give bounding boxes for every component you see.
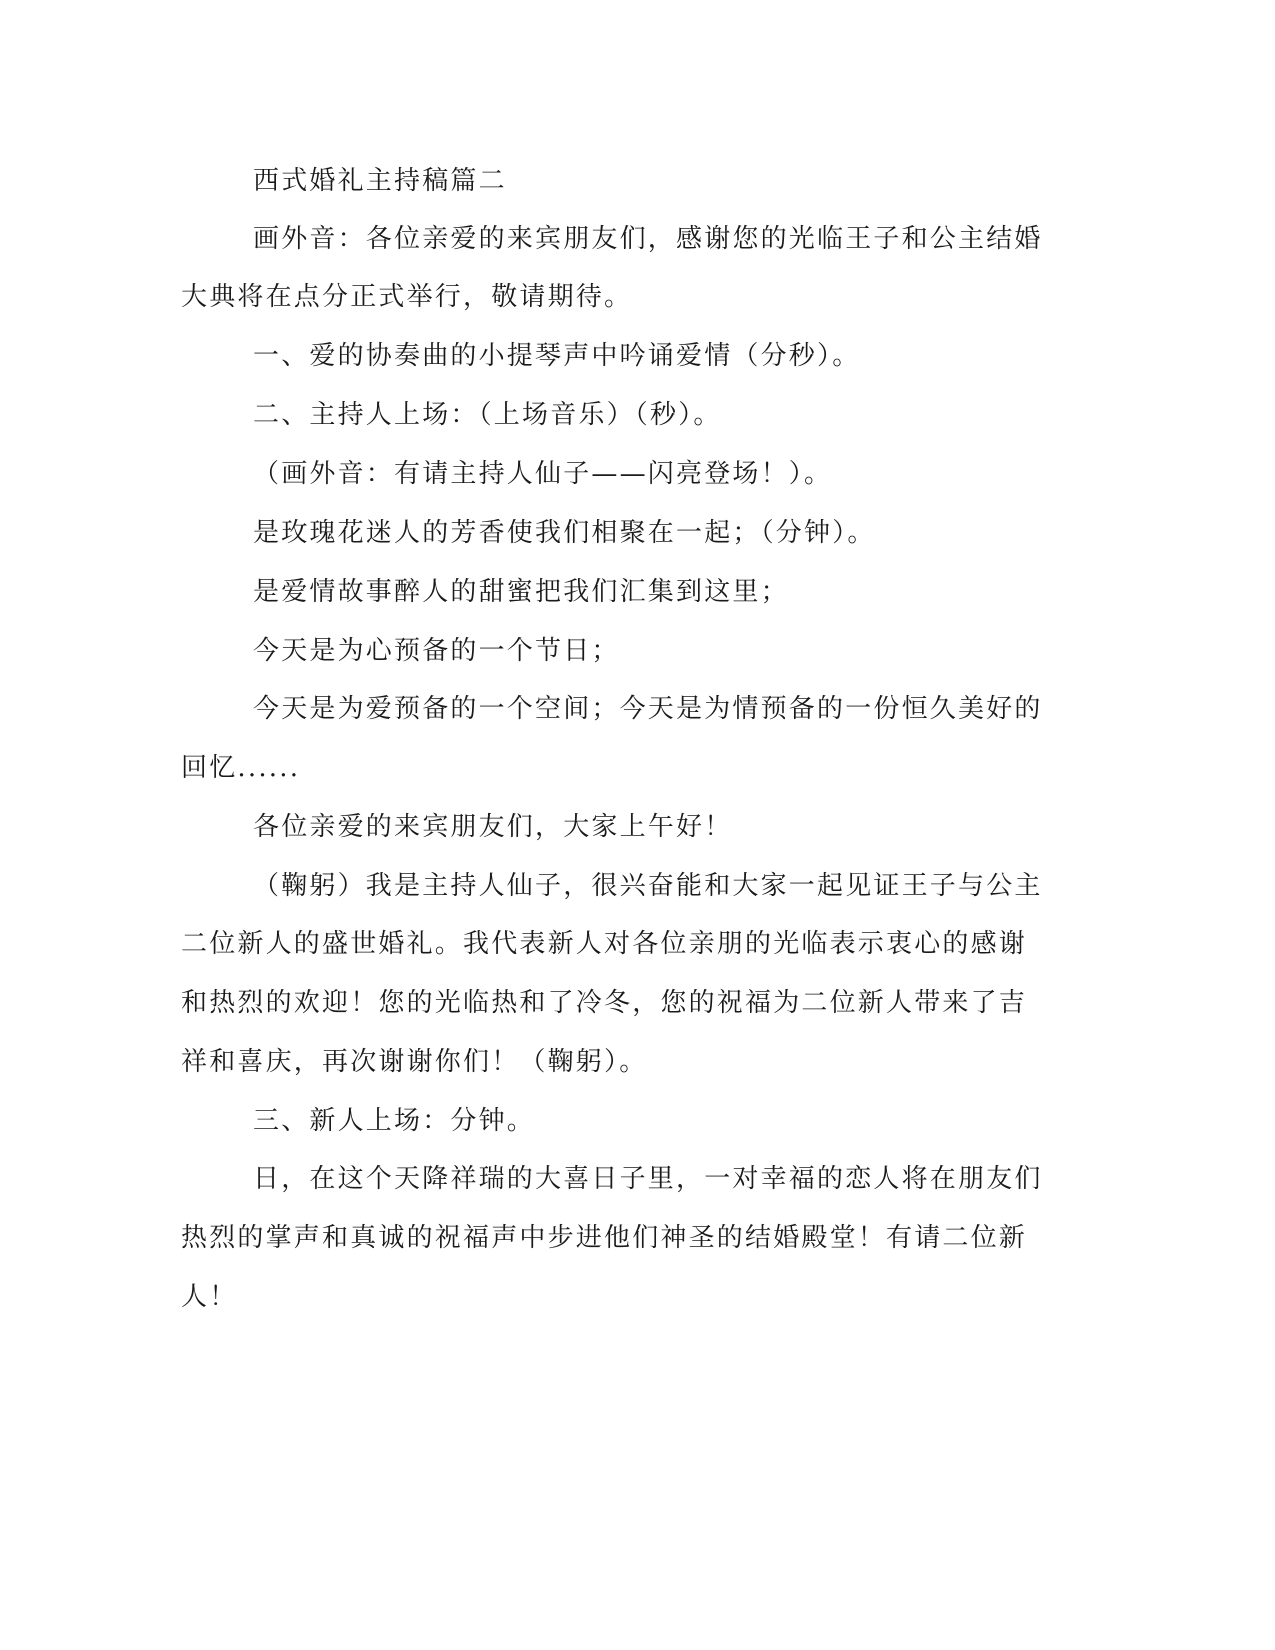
paragraph-line: 各位亲爱的来宾朋友们，大家上午好！ [253, 812, 733, 842]
paragraph-line: （鞠躬）我是主持人仙子，很兴奋能和大家一起见证王子与公主 [253, 871, 1043, 901]
paragraph-line: 二位新人的盛世婚礼。我代表新人对各位亲朋的光临表示衷心的感谢 [181, 929, 1028, 959]
paragraph-line: 二、主持人上场：（上场音乐）（秒）。 [253, 400, 722, 430]
paragraph-line: 三、新人上场：分钟。 [253, 1106, 536, 1136]
paragraph-line: 是爱情故事醉人的甜蜜把我们汇集到这里； [253, 577, 789, 607]
section-title: 西式婚礼主持稿篇二 [253, 166, 507, 196]
paragraph-line: 画外音：各位亲爱的来宾朋友们，感谢您的光临王子和公主结婚 [253, 224, 1043, 254]
paragraph-line: 人！ [181, 1282, 238, 1312]
paragraph-line: 回忆...... [181, 753, 301, 783]
paragraph-line: 今天是为心预备的一个节日； [253, 636, 620, 666]
paragraph-line: 今天是为爱预备的一个空间；今天是为情预备的一份恒久美好的 [253, 694, 1043, 724]
paragraph-line: （画外音：有请主持人仙子——闪亮登场！）。 [253, 459, 833, 489]
paragraph-line: 一、爱的协奏曲的小提琴声中吟诵爱情（分秒）。 [253, 341, 861, 371]
paragraph-line: 和热烈的欢迎！您的光临热和了冷冬，您的祝福为二位新人带来了吉 [181, 988, 1028, 1018]
paragraph-line: 日，在这个天降祥瑞的大喜日子里，一对幸福的恋人将在朋友们 [253, 1164, 1043, 1194]
paragraph-line: 是玫瑰花迷人的芳香使我们相聚在一起；（分钟）。 [253, 518, 876, 548]
paragraph-line: 热烈的掌声和真诚的祝福声中步进他们神圣的结婚殿堂！有请二位新 [181, 1223, 1028, 1253]
paragraph-line: 祥和喜庆，再次谢谢你们！（鞠躬）。 [181, 1047, 648, 1077]
paragraph-line: 大典将在点分正式举行，敬请期待。 [181, 282, 633, 312]
